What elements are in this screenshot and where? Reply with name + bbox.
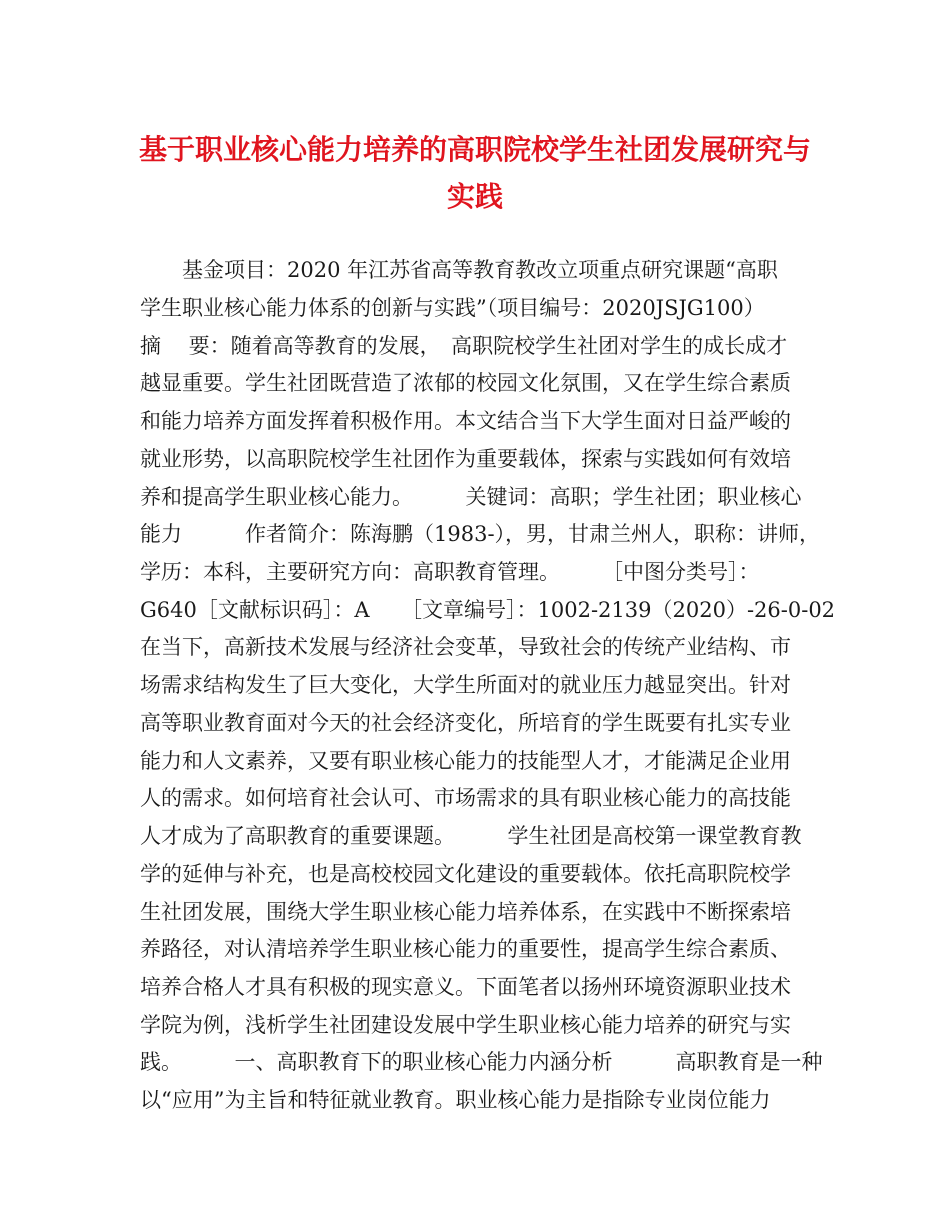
body-line: 践。 一、高职教育下的职业核心能力内涵分析 高职教育是一种 [140,1050,823,1074]
body-line: 学院为例，浅析学生社团建设发展中学生职业核心能力培养的研究与实 [140,1013,791,1037]
body-line: 高等职业教育面对今天的社会经济变化，所培育的学生既要有扎实专业 [140,711,791,735]
body-line: 生社团发展，围绕大学生职业核心能力培养体系，在实践中不断探索培 [140,900,791,924]
body-line: 和能力培养方面发挥着积极作用。本文结合当下大学生面对日益严峻的 [140,409,791,433]
body-line: 摘 要：随着高等教育的发展， 高职院校学生社团对学生的成长成才 [140,334,788,358]
body-line: 在当下，高新技术发展与经济社会变革，导致社会的传统产业结构、市 [140,635,791,659]
body-line: 越显重要。学生社团既营造了浓郁的校园文化氛围，又在学生综合素质 [140,371,791,395]
body-line: 养路径，对认清培养学生职业核心能力的重要性，提高学生综合素质、 [140,937,791,961]
body-line: 基金项目：2020 年江苏省高等教育教改立项重点研究课题“高职 [140,258,778,282]
body-line: 就业形势，以高职院校学生社团作为重要载体，探索与实践如何有效培 [140,447,791,471]
document-title-line-2: 实践 [446,180,503,213]
body-line: 学生职业核心能力体系的创新与实践”（项目编号：2020JSJG100） [140,296,765,320]
document-title-line-1: 基于职业核心能力培养的高职院校学生社团发展研究与 [138,133,811,166]
body-line: 学的延伸与补充，也是高校校园文化建设的重要载体。依托高职院校学 [140,862,791,886]
body-line: 培养合格人才具有积极的现实意义。下面笔者以扬州环境资源职业技术 [140,975,791,999]
body-line: 能力和人文素养，又要有职业核心能力的技能型人才，才能满足企业用 [140,749,791,773]
body-line: 能力 作者简介：陈海鹏（1983-），男，甘肃兰州人，职称：讲师， [140,522,821,546]
body-line: 以“应用”为主旨和特征就业教育。职业核心能力是指除专业岗位能力 [140,1088,771,1112]
body-line: 学历：本科，主要研究方向：高职教育管理。 ［中图分类号］： [140,560,760,584]
body-line: G640［文献标识码］：A ［文章编号］：1002-2139（2020）-26-0-02 [140,598,836,622]
body-line: 场需求结构发生了巨大变化，大学生所面对的就业压力越显突出。针对 [140,673,791,697]
body-line: 养和提高学生职业核心能力。 关键词：高职；学生社团；职业核心 [140,485,802,509]
body-line: 人的需求。如何培育社会认可、市场需求的具有职业核心能力的高技能 [140,786,791,810]
body-line: 人才成为了高职教育的重要课题。 学生社团是高校第一课堂教育教 [140,824,802,848]
